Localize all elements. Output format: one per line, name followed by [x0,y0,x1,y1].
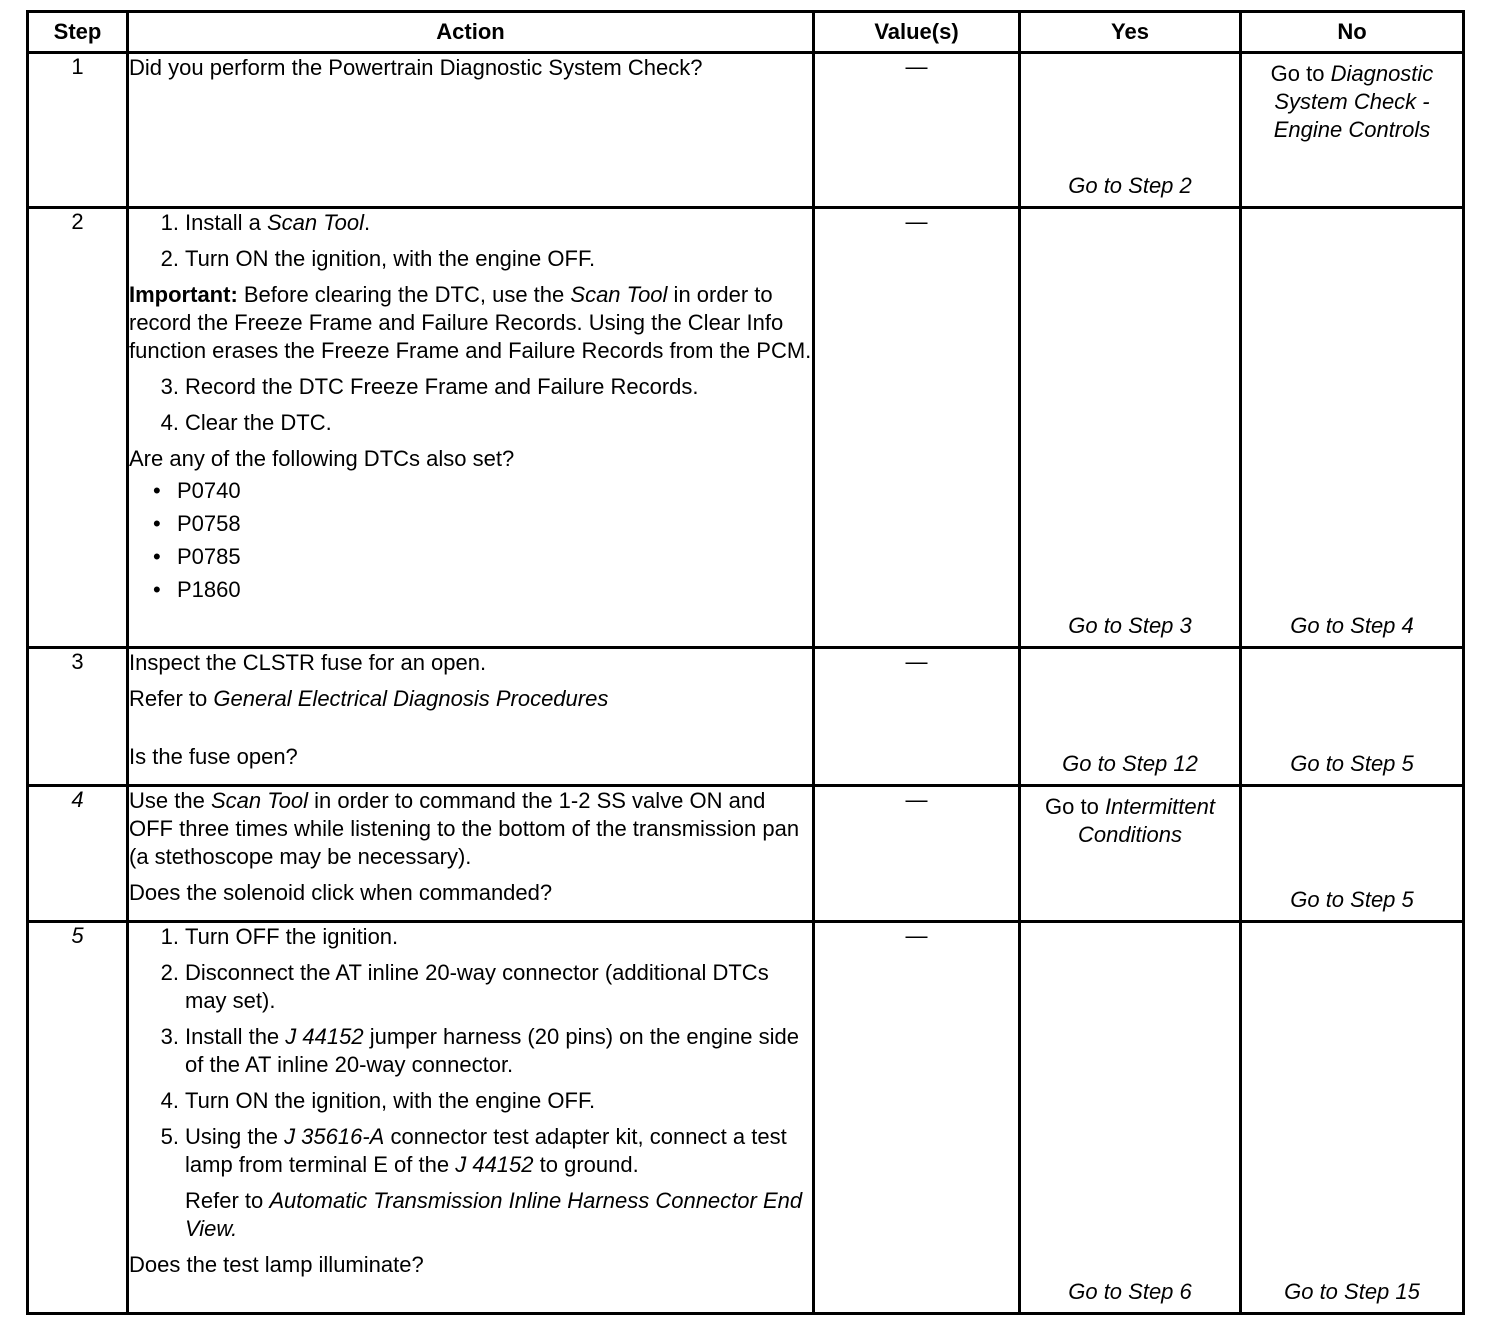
step-number: 3 [28,648,128,786]
yes-link[interactable]: Go to Step 3 [1068,613,1192,638]
action-step [129,959,812,1015]
text-fragment: in order to command the 1-2 SS valve ON and OFF three times while listening to the bottom of the transmission pan (a stethoscope may be necessary). [129,788,800,869]
action-cell [128,922,814,1314]
step-text: Clear the DTC. [185,410,332,435]
action-cell [128,786,814,922]
no-prefix: Go to [1270,61,1331,86]
yes-link[interactable]: Go to Step 2 [1068,173,1192,198]
no-cell [1241,786,1464,922]
dtc-item [129,477,812,510]
no-cell [1241,648,1464,786]
action-cell [128,208,814,648]
question-text: Is the fuse open? [129,744,298,769]
action-step [129,1023,812,1079]
text-fragment: Refer to [185,1188,270,1213]
action-step [129,209,812,237]
text-fragment: jumper harness (20 pins) on the engine side of the AT inline 20-way connector. [185,1024,799,1077]
header-no: No [1241,12,1464,53]
tool-name: Scan Tool [210,788,308,813]
tool-name: Scan Tool [570,282,668,307]
action-step [129,1087,812,1115]
step-number: 2 [28,208,128,648]
tool-name: J 35616-A [284,1124,385,1149]
yes-link[interactable]: Go to Step 6 [1068,1279,1192,1304]
text-fragment: Install a [185,210,267,235]
refer-text [129,1187,812,1243]
step-text [185,1023,812,1079]
step-text [185,209,812,237]
dtc-item [129,510,812,543]
step-number: 5 [28,922,128,1314]
action-step [129,245,812,273]
tool-name: J 44152 [455,1152,534,1177]
action-step [129,1123,812,1179]
text-fragment: connector test adapter kit, connect a test lamp from terminal E of the [185,1124,787,1177]
value-dash: — [905,649,928,674]
step-num: 4. [160,410,179,435]
header-step: Step [28,12,128,53]
step-num: 1. [160,210,179,235]
table-row [28,786,1464,922]
text-fragment: Before clearing the DTC, use the [237,282,571,307]
step-num: 1. [160,924,179,949]
action-step [129,409,812,437]
dtc-code: P0785 [177,544,241,569]
action-steps [129,373,812,437]
step-text: Turn ON the ignition, with the engine OFF. [185,1088,596,1113]
no-link[interactable]: Go to Step 5 [1290,887,1414,912]
dtc-code: P0758 [177,511,241,536]
important-note [129,281,812,365]
text-fragment: Install the [185,1024,286,1049]
no-link[interactable]: Go to Step 5 [1290,751,1414,776]
action-text [129,787,812,871]
step-number: 4 [28,786,128,922]
bullet-icon: • [153,577,161,602]
table-row [28,208,1464,648]
value-dash: — [905,787,928,812]
no-cell [1241,208,1464,648]
table-row [28,648,1464,786]
dtc-list [129,477,812,609]
step-text: Disconnect the AT inline 20-way connector (additional DTCs may set). [185,960,769,1013]
step-num: 2. [160,960,179,985]
action-step [129,923,812,951]
value-dash: — [905,923,928,948]
text-fragment: to ground. [533,1152,639,1177]
yes-link[interactable]: Go to Step 12 [1062,751,1198,776]
text-fragment: in order to record the Freeze Frame and Failure Records. Using the Clear Info function erases the Freeze Frame and Failure Records from the PCM. [129,282,812,363]
no-link[interactable]: Go to Step 15 [1284,1279,1420,1304]
yes-link-text: Intermittent Conditions [1078,794,1215,847]
header-row [28,12,1464,53]
refer-text [129,685,812,713]
step-text [185,1123,812,1179]
yes-cell [1020,208,1241,648]
step-num: 2. [160,246,179,271]
action-steps [129,923,812,1179]
header-action: Action [128,12,814,53]
no-link-text: Diagnostic System Check - Engine Controls [1273,61,1434,142]
step-text: Record the DTC Freeze Frame and Failure Records. [185,374,699,399]
question-text: Does the test lamp illuminate? [129,1252,424,1277]
header-yes: Yes [1020,12,1241,53]
step-num: 4. [160,1088,179,1113]
dtc-item [129,543,812,576]
bullet-icon: • [153,511,161,536]
value-cell [814,922,1020,1314]
yes-cell [1020,53,1241,208]
yes-cell [1020,648,1241,786]
action-step [129,373,812,401]
tool-name: Scan Tool [266,210,364,235]
bullet-icon: • [153,478,161,503]
value-cell [814,208,1020,648]
dtc-code: P0740 [177,478,241,503]
reference-link[interactable]: Automatic Transmission Inline Harness Connector End View. [185,1188,803,1241]
dtc-item [129,576,812,609]
yes-cell [1020,922,1241,1314]
step-text: Turn ON the ignition, with the engine OFF. [185,246,596,271]
important-label: Important: [129,282,238,307]
no-cell [1241,53,1464,208]
value-cell [814,53,1020,208]
step-num: 5. [160,1124,179,1149]
yes-link[interactable] [1021,793,1239,849]
tool-name: J 44152 [285,1024,364,1049]
no-link[interactable] [1242,60,1462,144]
no-link[interactable]: Go to Step 4 [1290,613,1414,638]
yes-prefix: Go to [1045,794,1105,819]
action-cell [128,53,814,208]
reference-link[interactable]: General Electrical Diagnosis Procedures [213,686,609,711]
value-dash: — [905,209,928,234]
diagnostic-table [26,10,1465,1315]
text-fragment: . [363,210,371,235]
value-cell [814,786,1020,922]
header-values: Value(s) [814,12,1020,53]
step-num: 3. [160,374,179,399]
text-fragment: Refer to [129,686,214,711]
question-text: Does the solenoid click when commanded? [129,880,553,905]
step-number: 1 [28,53,128,208]
bullet-icon: • [153,544,161,569]
action-text: Did you perform the Powertrain Diagnostic System Check? [129,55,703,80]
value-cell [814,648,1020,786]
text-fragment: Use the [129,788,211,813]
action-steps [129,209,812,273]
question-text: Are any of the following DTCs also set? [129,446,515,471]
no-cell [1241,922,1464,1314]
value-dash: — [905,54,928,79]
action-text: Inspect the CLSTR fuse for an open. [129,650,487,675]
dtc-code: P1860 [177,577,241,602]
action-cell [128,648,814,786]
step-text: Turn OFF the ignition. [185,924,399,949]
table-row [28,922,1464,1314]
step-num: 3. [160,1024,179,1049]
yes-cell [1020,786,1241,922]
text-fragment: Using the [185,1124,285,1149]
table-row [28,53,1464,208]
